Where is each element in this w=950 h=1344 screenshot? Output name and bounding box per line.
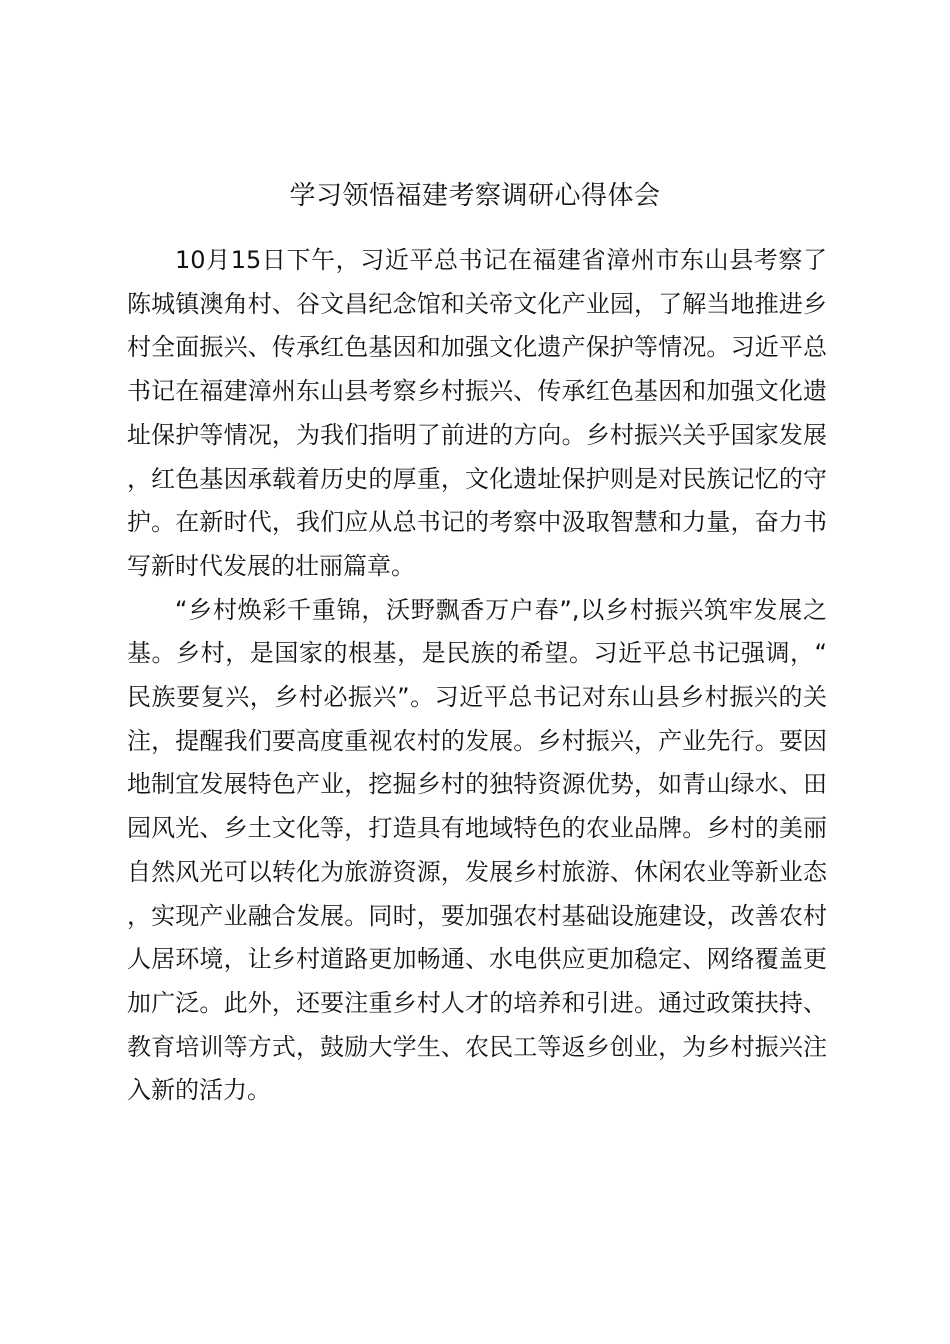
- document-body: [127, 239, 827, 1113]
- paragraph-2: “乡村焕彩千重锦，沃野飘香万户春”,以乡村振兴筑牢发展之基。乡村，是国家的根基，是民族的希望。习近平总书记强调，“民族要复兴，乡村必振兴”。习近平总书记对东山县乡村振兴的关注，提醒我们要高度重视农村的发展。乡村振兴，产业先行。要因地制宜发展特色产业，挖掘乡村的独特资源优势，如青山绿水、田园风光、乡土文化等，打造具有地域特色的农业品牌。乡村的美丽自然风光可以转化为旅游资源，发展乡村旅游、休闲农业等新业态，实现产业融合发展。同时，要加强农村基础设施建设，改善农村人居环境，让乡村道路更加畅通、水电供应更加稳定、网络覆盖更加广泛。此外，还要注重乡村人才的培养和引进。通过政策扶持、教育培训等方式，鼓励大学生、农民工等返乡创业，为乡村振兴注入新的活力。: [127, 595, 827, 1105]
- document-title: 学习领悟福建考察调研心得体会: [289, 181, 661, 211]
- paragraph-1: 10月15日下午，习近平总书记在福建省漳州市东山县考察了陈城镇澳角村、谷文昌纪念馆和关帝文化产业园，了解当地推进乡村全面振兴、传承红色基因和加强文化遗产保护等情况。习近平总书记在福建漳州东山县考察乡村振兴、传承红色基因和加强文化遗址保护等情况，为我们指明了前进的方向。乡村振兴关乎国家发展，红色基因承载着历史的厚重，文化遗址保护则是对民族记忆的守护。在新时代，我们应从总书记的考察中汲取智慧和力量，奋力书写新时代发展的壮丽篇章。: [127, 246, 827, 580]
